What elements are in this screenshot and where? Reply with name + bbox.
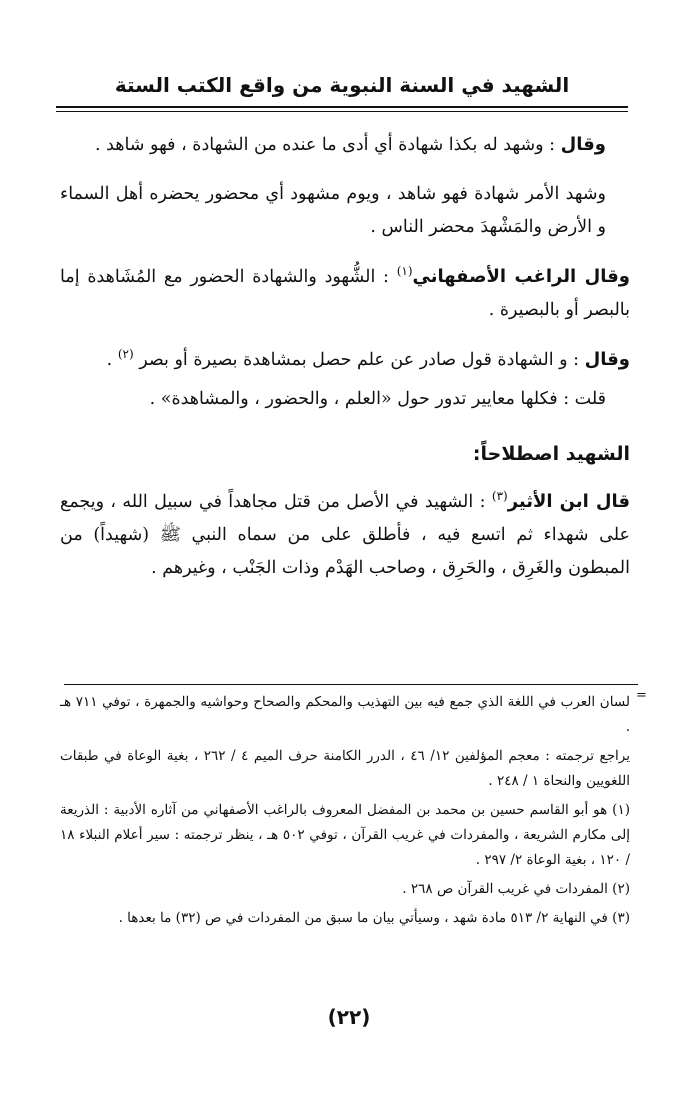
footnote-ref: (٢) <box>117 347 134 362</box>
header-rule-thick <box>56 106 628 108</box>
footnote-separator <box>64 684 638 685</box>
paragraph-end: . <box>106 350 118 370</box>
page-number: (٢٢) <box>327 1005 371 1029</box>
paragraph-lead: وقال <box>584 349 630 370</box>
paragraph-2: وشهد الأمر شهادة فهو شاهد ، ويوم مشهود أي محضور يحضره أهل السماء و الأرض والمَشْهدَ محضر الناس . <box>60 184 606 237</box>
paragraph-6 <box>60 485 630 585</box>
paragraph-text: : الشهيد في الأصل من قتل مجاهداً في سبيل الله ، ويجمع على شهداء ثم اتسع فيه ، فأطلق على من سماه النبي ﷺ (شهيداً) من المبطون والغَرِق ، والحَرِق ، وصاحب الهَدْم وذات الجَنْب ، وغيرهم . <box>60 492 630 578</box>
footnotes <box>60 690 630 935</box>
footnote-continuation: لسان العرب في اللغة الذي جمع فيه بين التهذيب والمحكم والصحاح وحواشيه والجمهرة ، توفي ٧١١ هـ . <box>60 694 630 735</box>
footnote-2: (٢) المفردات في غريب القرآن ص ٢٦٨ . <box>402 881 630 897</box>
footnote-1: (١) هو أبو القاسم حسين بن محمد بن المفضل المعروف بالراغب الأصفهاني من آثاره الأدبية : الذريعة إلى مكارم الشريعة ، والمفردات في غريب القرآن ، توفي ٥٠٢ هـ ، ينظر ترجمته : سير أعلام النبلاء ١٨ / ١٢٠ ، بغية الوعاة ٢/ ٢٩٧ . <box>60 802 630 868</box>
footnote-3: (٣) في النهاية ٢/ ٥١٣ مادة شهد ، وسيأتي بيان ما سبق من المفردات في ص (٣٢) ما بعدها . <box>118 910 630 926</box>
section-heading: الشهيد اصطلاحاً: <box>472 443 630 465</box>
paragraph-text: : وشهد له بكذا شهادة أي أدى ما عنده من الشهادة ، فهو شاهد . <box>94 135 556 155</box>
footnote-continuation: يراجع ترجمته : معجم المؤلفين ١٢/ ٤٦ ، الدرر الكامنة حرف الميم ٤ / ٢٦٢ ، بغية الوعاة في طبقات اللغويين والنحاة ١ / ٢٤٨ . <box>60 748 630 789</box>
paragraph-lead: وقال الراغب الأصفهاني <box>412 266 630 287</box>
header-rule-thin <box>56 111 628 112</box>
footnote-ref: (١) <box>396 264 413 279</box>
paragraph-lead: وقال <box>560 134 606 155</box>
paragraph-text: : الشُّهود والشهادة الحضور مع المُشَاهدة إما بالبصر أو بالبصيرة . <box>60 267 630 320</box>
continuation-marker: = <box>636 688 647 703</box>
paragraph-3 <box>60 260 630 327</box>
main-text <box>60 128 630 601</box>
running-header: الشهيد في السنة النبوية من واقع الكتب الستة <box>114 73 570 97</box>
paragraph-text: : و الشهادة قول صادر عن علم حصل بمشاهدة بصيرة أو بصر <box>139 350 580 370</box>
paragraph-4 <box>60 343 630 377</box>
paragraph-lead: قال ابن الأثير <box>507 491 631 512</box>
paragraph-1 <box>60 128 630 162</box>
paragraph-5: قلت : فكلها معايير تدور حول «العلم ، والحضور ، والمشاهدة» . <box>149 389 606 409</box>
footnote-ref: (٣) <box>491 489 508 504</box>
